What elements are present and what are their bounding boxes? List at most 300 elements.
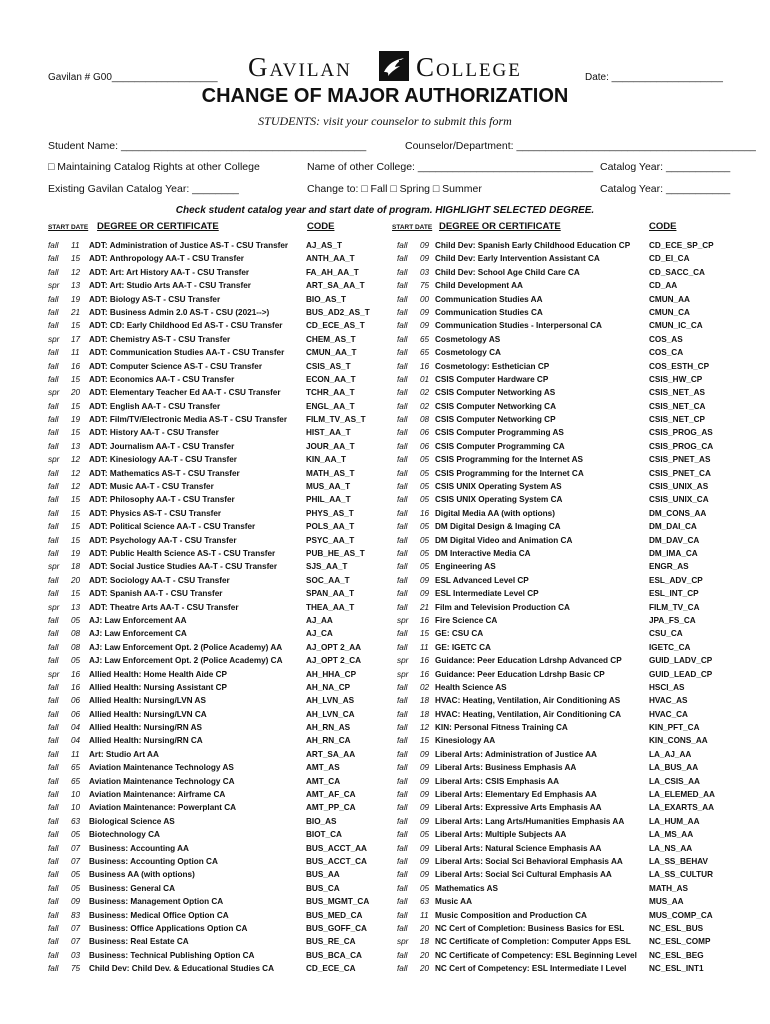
- degree-code: JOUR_AA_T: [306, 441, 355, 451]
- start-year: 15: [71, 374, 81, 384]
- start-year: 05: [71, 870, 81, 880]
- start-year: 15: [71, 508, 81, 518]
- degree-code: BUS_AA: [306, 870, 340, 880]
- degree-row[interactable]: [397, 547, 727, 560]
- start-year: 18: [420, 937, 430, 947]
- start-year: 07: [71, 937, 81, 947]
- degree-row[interactable]: [48, 386, 378, 399]
- degree-name: ADT: Chemistry AS-T - CSU Transfer: [89, 334, 231, 344]
- start-term: fall: [397, 763, 408, 773]
- start-year: 63: [420, 897, 430, 907]
- degree-code: LA_AJ_AA: [649, 749, 692, 759]
- start-year: 08: [71, 642, 81, 652]
- degree-row[interactable]: [48, 721, 378, 734]
- degree-code: CD_ECE_CA: [306, 964, 356, 974]
- degree-name: AJ: Law Enforcement Opt. 2 (Police Academy) AA: [89, 642, 283, 652]
- start-year: 15: [420, 629, 430, 639]
- degree-row[interactable]: [397, 346, 727, 359]
- degree-row[interactable]: [48, 949, 378, 962]
- degree-code: CMUN_AA: [649, 294, 690, 304]
- degree-code: DM_IMA_CA: [649, 548, 698, 558]
- start-year: 05: [420, 535, 430, 545]
- degree-row[interactable]: [48, 681, 378, 694]
- degree-code: CMUN_CA: [649, 307, 690, 317]
- degree-row[interactable]: [397, 426, 727, 439]
- degree-name: Aviation Maintenance Technology AS: [89, 763, 234, 773]
- start-year: 13: [71, 281, 81, 291]
- degree-name: DM Digital Video and Animation CA: [435, 535, 573, 545]
- degree-name: HVAC: Heating, Ventilation, Air Conditioning AS: [435, 696, 621, 706]
- degree-row[interactable]: [48, 788, 378, 801]
- instructions: Check student catalog year and start date of program. HIGHLIGHT SELECTED DEGREE.: [175, 205, 595, 216]
- degree-row[interactable]: [397, 949, 727, 962]
- start-term: fall: [397, 455, 408, 465]
- degree-name: CSIS Computer Programming CA: [435, 441, 565, 451]
- degree-name: CSIS Computer Networking CA: [435, 401, 557, 411]
- degree-row[interactable]: [397, 641, 727, 654]
- start-term: fall: [397, 495, 408, 505]
- degree-row[interactable]: [48, 346, 378, 359]
- start-year: 11: [420, 910, 429, 920]
- degree-name: Guidance: Peer Education Ldrshp Basic CP: [435, 669, 605, 679]
- degree-code: SPAN_AA_T: [306, 589, 355, 599]
- degree-code: ESL_INT_CP: [649, 589, 699, 599]
- start-term: fall: [48, 415, 59, 425]
- degree-row[interactable]: [397, 668, 727, 681]
- start-year: 19: [71, 548, 81, 558]
- degree-code: FILM_TV_AS_T: [306, 415, 366, 425]
- start-year: 03: [71, 950, 81, 960]
- degree-name: Liberal Arts: Expressive Arts Emphasis AA: [435, 803, 602, 813]
- degree-name: Cosmetology AS: [435, 334, 501, 344]
- degree-row[interactable]: [397, 507, 727, 520]
- degree-name: ADT: Art: Studio Arts AA-T - CSU Transfer: [89, 281, 251, 291]
- start-year: 13: [71, 602, 81, 612]
- degree-code: CSU_CA: [649, 629, 683, 639]
- degree-row[interactable]: [397, 587, 727, 600]
- start-term: fall: [48, 642, 59, 652]
- degree-row[interactable]: [48, 239, 378, 252]
- degree-code: LA_BUS_AA: [649, 763, 699, 773]
- degree-row[interactable]: [397, 480, 727, 493]
- start-year: 10: [71, 790, 81, 800]
- start-year: 17: [71, 334, 81, 344]
- degree-row[interactable]: [48, 360, 378, 373]
- degree-row[interactable]: [397, 882, 727, 895]
- degree-name: ESL Intermediate Level CP: [435, 589, 539, 599]
- start-term: fall: [397, 535, 408, 545]
- degree-code: AMT_AF_CA: [306, 790, 356, 800]
- degree-name: Fire Science CA: [435, 615, 498, 625]
- degree-row[interactable]: [397, 815, 727, 828]
- start-term: fall: [48, 723, 59, 733]
- start-year: 20: [420, 923, 430, 933]
- degree-name: CSIS UNIX Operating System CA: [435, 495, 563, 505]
- start-year: 15: [71, 254, 81, 264]
- degree-row[interactable]: [397, 266, 727, 279]
- degree-name: ADT: CD: Early Childhood Ed AS-T - CSU Transfer: [89, 321, 283, 331]
- degree-row[interactable]: [48, 694, 378, 707]
- degree-row[interactable]: [397, 788, 727, 801]
- degree-name: ADT: Elementary Teacher Ed AA-T - CSU Transfer: [89, 388, 281, 398]
- degree-name: Liberal Arts: Business Emphasis AA: [435, 763, 577, 773]
- start-term: fall: [397, 321, 408, 331]
- existing-catalog-year-field[interactable]: Existing Gavilan Catalog Year: ________: [48, 183, 239, 195]
- degree-code: AH_LVN_CA: [306, 709, 355, 719]
- degree-row[interactable]: [48, 614, 378, 627]
- start-year: 08: [71, 629, 81, 639]
- degree-row[interactable]: [48, 507, 378, 520]
- degree-row[interactable]: [48, 252, 378, 265]
- degree-row[interactable]: [397, 775, 727, 788]
- degree-row[interactable]: [48, 534, 378, 547]
- start-year: 09: [420, 254, 430, 264]
- start-year: 08: [420, 415, 430, 425]
- degree-code: CSIS_PROG_CA: [649, 441, 714, 451]
- degree-name: ADT: Biology AS-T - CSU Transfer: [89, 294, 221, 304]
- start-year: 09: [420, 575, 430, 585]
- degree-row[interactable]: [48, 775, 378, 788]
- degree-code: COS_AS: [649, 334, 683, 344]
- degree-row[interactable]: [48, 668, 378, 681]
- degree-row[interactable]: [48, 895, 378, 908]
- start-year: 65: [71, 776, 81, 786]
- degree-row[interactable]: [397, 748, 727, 761]
- degree-name: CSIS Computer Networking CP: [435, 415, 556, 425]
- degree-name: ADT: Art: Art History AA-T - CSU Transfer: [89, 267, 250, 277]
- start-term: fall: [48, 254, 59, 264]
- start-term: fall: [397, 897, 408, 907]
- degree-name: Allied Health: Nursing/LVN AS: [89, 696, 206, 706]
- start-term: fall: [48, 522, 59, 532]
- start-year: 04: [71, 723, 81, 733]
- degree-row[interactable]: [397, 801, 727, 814]
- degree-code: CSIS_PNET_AS: [649, 455, 711, 465]
- degree-row[interactable]: [48, 748, 378, 761]
- start-year: 18: [420, 696, 430, 706]
- degree-row[interactable]: [48, 708, 378, 721]
- degree-code: AJ_AA: [306, 615, 333, 625]
- degree-row[interactable]: [397, 400, 727, 413]
- degree-name: Child Dev: Spanish Early Childhood Education CP: [435, 241, 631, 250]
- degree-row[interactable]: [397, 962, 727, 975]
- degree-row[interactable]: [397, 721, 727, 734]
- degree-row[interactable]: [48, 440, 378, 453]
- degree-row[interactable]: [48, 560, 378, 573]
- degree-row[interactable]: [397, 935, 727, 948]
- degree-row[interactable]: [397, 828, 727, 841]
- right-start-date-header: START DATE: [392, 224, 433, 231]
- degree-row[interactable]: [48, 962, 378, 975]
- degree-name: Child Development AA: [435, 281, 523, 291]
- degree-row[interactable]: [397, 279, 727, 292]
- degree-code: ENGR_AS: [649, 562, 689, 572]
- degree-row[interactable]: [397, 708, 727, 721]
- degree-code: HIST_AA_T: [306, 428, 351, 438]
- degree-row[interactable]: [48, 627, 378, 640]
- start-year: 09: [420, 321, 430, 331]
- start-term: fall: [48, 321, 59, 331]
- degree-row[interactable]: [48, 828, 378, 841]
- degree-row[interactable]: [48, 306, 378, 319]
- start-term: fall: [397, 267, 408, 277]
- degree-row[interactable]: [48, 547, 378, 560]
- degree-code: MATH_AS_T: [306, 468, 355, 478]
- degree-row[interactable]: [48, 480, 378, 493]
- start-term: fall: [397, 602, 408, 612]
- degree-row[interactable]: [48, 801, 378, 814]
- degree-row[interactable]: [48, 574, 378, 587]
- degree-name: GE: CSU CA: [435, 629, 484, 639]
- degree-row[interactable]: [48, 279, 378, 292]
- start-term: fall: [48, 870, 59, 880]
- degree-row[interactable]: [48, 400, 378, 413]
- degree-code: CSIS_UNIX_AS: [649, 482, 709, 492]
- degree-row[interactable]: [48, 842, 378, 855]
- degree-name: Liberal Arts: Natural Science Emphasis AA: [435, 843, 602, 853]
- degree-code: BUS_GOFF_CA: [306, 923, 367, 933]
- degree-row[interactable]: [397, 614, 727, 627]
- degree-name: AJ: Law Enforcement AA: [89, 615, 187, 625]
- start-term: fall: [397, 843, 408, 853]
- start-term: fall: [397, 803, 408, 813]
- degree-row[interactable]: [397, 560, 727, 573]
- start-term: fall: [48, 843, 59, 853]
- start-year: 05: [420, 883, 430, 893]
- right-code-header: CODE: [649, 221, 677, 232]
- degree-row[interactable]: [397, 293, 727, 306]
- degree-row[interactable]: [397, 440, 727, 453]
- degree-name: ADT: Mathematics AS-T - CSU Transfer: [89, 468, 240, 478]
- degree-row[interactable]: [397, 574, 727, 587]
- start-term: fall: [397, 830, 408, 840]
- start-term: fall: [397, 696, 408, 706]
- degree-row[interactable]: [397, 842, 727, 855]
- start-term: fall: [48, 790, 59, 800]
- degree-name: ADT: Kinesiology AA-T - CSU Transfer: [89, 455, 237, 465]
- degree-row[interactable]: [48, 333, 378, 346]
- degree-row[interactable]: [48, 868, 378, 881]
- change-to-checkboxes[interactable]: Change to: □ Fall □ Spring □ Summer: [307, 183, 482, 195]
- degree-name: Film and Television Production CA: [435, 602, 570, 612]
- catalog-year-field-2[interactable]: Catalog Year: ___________: [600, 183, 731, 195]
- start-term: fall: [397, 388, 408, 398]
- degree-code: CD_EI_CA: [649, 254, 690, 264]
- start-term: fall: [48, 548, 59, 558]
- degree-row[interactable]: [48, 493, 378, 506]
- degree-name: Business: Medical Office Option CA: [89, 910, 229, 920]
- degree-name: CSIS Computer Hardware CP: [435, 374, 549, 384]
- logo-word-left: Gavilan: [248, 52, 352, 82]
- degree-code: CD_ECE_SP_CP: [649, 241, 714, 250]
- start-year: 15: [71, 495, 81, 505]
- degree-row[interactable]: [397, 493, 727, 506]
- degree-row[interactable]: [48, 293, 378, 306]
- degree-name: Cosmetology: Esthetician CP: [435, 361, 550, 371]
- degree-code: LA_HUM_AA: [649, 816, 700, 826]
- degree-row[interactable]: [397, 453, 727, 466]
- start-year: 65: [71, 763, 81, 773]
- degree-code: AH_RN_AS: [306, 723, 351, 733]
- left-degree-list: [48, 239, 378, 975]
- degree-row[interactable]: [397, 386, 727, 399]
- start-year: 07: [71, 923, 81, 933]
- start-year: 11: [420, 642, 429, 652]
- start-year: 18: [420, 709, 430, 719]
- start-year: 11: [71, 241, 80, 250]
- degree-row[interactable]: [397, 681, 727, 694]
- start-year: 07: [71, 856, 81, 866]
- degree-row[interactable]: [48, 815, 378, 828]
- start-term: fall: [48, 348, 59, 358]
- start-year: 15: [71, 401, 81, 411]
- degree-row[interactable]: [48, 935, 378, 948]
- degree-name: NC Certificate of Completion: Computer Apps ESL: [435, 937, 631, 947]
- degree-row[interactable]: [48, 761, 378, 774]
- degree-code: CD_SACC_CA: [649, 267, 705, 277]
- degree-row[interactable]: [397, 761, 727, 774]
- degree-code: AJ_OPT 2_CA: [306, 656, 362, 666]
- degree-code: COS_ESTH_CP: [649, 361, 710, 371]
- logo-word-right: College: [416, 52, 522, 82]
- degree-row[interactable]: [48, 587, 378, 600]
- degree-code: ENGL_AA_T: [306, 401, 355, 411]
- degree-row[interactable]: [397, 252, 727, 265]
- start-term: fall: [48, 910, 59, 920]
- start-term: fall: [397, 562, 408, 572]
- start-year: 16: [420, 656, 430, 666]
- degree-row[interactable]: [48, 373, 378, 386]
- degree-row[interactable]: [397, 855, 727, 868]
- start-year: 05: [420, 562, 430, 572]
- start-year: 75: [420, 281, 430, 291]
- degree-row[interactable]: [48, 467, 378, 480]
- start-term: fall: [48, 803, 59, 813]
- degree-row[interactable]: [48, 426, 378, 439]
- degree-row[interactable]: [48, 413, 378, 426]
- start-term: fall: [397, 548, 408, 558]
- degree-row[interactable]: [397, 654, 727, 667]
- degree-code: ART_SA_AA_T: [306, 281, 365, 291]
- start-year: 09: [420, 589, 430, 599]
- start-year: 05: [71, 830, 81, 840]
- date-field[interactable]: Date: ____________________: [585, 72, 723, 83]
- counselor-field[interactable]: Counselor/Department: _________________________________________: [405, 140, 756, 152]
- degree-name: Child Dev: Early Intervention Assistant CA: [435, 254, 600, 264]
- degree-row[interactable]: [48, 909, 378, 922]
- degree-code: AJ_OPT 2_AA: [306, 642, 362, 652]
- degree-row[interactable]: [397, 373, 727, 386]
- start-term: fall: [48, 575, 59, 585]
- start-term: fall: [48, 267, 59, 277]
- degree-name: NC Certificate of Competency: ESL Beginning Level: [435, 950, 637, 960]
- degree-name: Liberal Arts: Administration of Justice AA: [435, 749, 597, 759]
- start-term: fall: [397, 816, 408, 826]
- start-year: 05: [71, 656, 81, 666]
- degree-row[interactable]: [48, 654, 378, 667]
- degree-row[interactable]: [397, 319, 727, 332]
- degree-row[interactable]: [48, 855, 378, 868]
- degree-code: CSIS_UNIX_CA: [649, 495, 709, 505]
- other-college-field[interactable]: Name of other College: ______________________________: [307, 161, 594, 173]
- degree-row[interactable]: [397, 467, 727, 480]
- degree-row[interactable]: [48, 266, 378, 279]
- left-start-date-header: START DATE: [48, 224, 89, 231]
- degree-name: Liberal Arts: Social Sci Behavioral Emphasis AA: [435, 856, 623, 866]
- degree-name: NC Cert of Competency: ESL Intermediate I Level: [435, 964, 627, 974]
- degree-row[interactable]: [48, 882, 378, 895]
- degree-row[interactable]: [397, 868, 727, 881]
- start-term: spr: [48, 562, 60, 572]
- start-year: 09: [420, 749, 430, 759]
- start-year: 16: [71, 669, 81, 679]
- degree-name: ADT: Computer Science AS-T - CSU Transfer: [89, 361, 263, 371]
- start-term: fall: [397, 589, 408, 599]
- degree-row[interactable]: [397, 520, 727, 533]
- degree-row[interactable]: [397, 909, 727, 922]
- degree-name: DM Interactive Media CA: [435, 548, 531, 558]
- degree-row[interactable]: [397, 306, 727, 319]
- degree-row[interactable]: [397, 601, 727, 614]
- degree-code: KIN_CONS_AA: [649, 736, 708, 746]
- degree-row[interactable]: [397, 627, 727, 640]
- start-year: 19: [71, 294, 81, 304]
- degree-code: BUS_BCA_CA: [306, 950, 362, 960]
- start-year: 83: [71, 910, 81, 920]
- degree-row[interactable]: [397, 734, 727, 747]
- degree-row[interactable]: [397, 333, 727, 346]
- start-term: fall: [48, 468, 59, 478]
- degree-code: SOC_AA_T: [306, 575, 350, 585]
- degree-row[interactable]: [397, 694, 727, 707]
- degree-row[interactable]: [48, 734, 378, 747]
- student-name-field[interactable]: Student Name: __________________________________________: [48, 140, 367, 152]
- gavilan-number-field[interactable]: Gavilan # G00___________________: [48, 72, 218, 83]
- start-year: 15: [71, 321, 81, 331]
- start-term: spr: [48, 334, 60, 344]
- degree-name: ADT: Music AA-T - CSU Transfer: [89, 482, 214, 492]
- degree-row[interactable]: [48, 520, 378, 533]
- start-year: 09: [420, 241, 430, 250]
- degree-name: Aviation Maintenance Technology CA: [89, 776, 235, 786]
- degree-code: GUID_LADV_CP: [649, 656, 713, 666]
- degree-name: Cosmetology CA: [435, 348, 501, 358]
- start-term: fall: [397, 910, 408, 920]
- degree-row[interactable]: [48, 601, 378, 614]
- start-year: 15: [71, 535, 81, 545]
- catalog-year-field-1[interactable]: Catalog Year: ___________: [600, 161, 731, 173]
- degree-row[interactable]: [397, 360, 727, 373]
- start-term: fall: [48, 816, 59, 826]
- degree-name: ADT: Spanish AA-T - CSU Transfer: [89, 589, 223, 599]
- start-year: 12: [420, 723, 430, 733]
- degree-row[interactable]: [48, 922, 378, 935]
- degree-name: ADT: Economics AA-T - CSU Transfer: [89, 374, 235, 384]
- maintaining-checkbox[interactable]: □ Maintaining Catalog Rights at other College: [48, 161, 260, 173]
- degree-row[interactable]: [48, 319, 378, 332]
- degree-row[interactable]: [48, 641, 378, 654]
- degree-row[interactable]: [397, 413, 727, 426]
- degree-name: Allied Health: Home Health Aide CP: [89, 669, 227, 679]
- degree-row[interactable]: [397, 922, 727, 935]
- start-year: 05: [420, 830, 430, 840]
- degree-row[interactable]: [397, 239, 727, 252]
- degree-row[interactable]: [397, 534, 727, 547]
- degree-code: FILM_TV_CA: [649, 602, 700, 612]
- degree-row[interactable]: [397, 895, 727, 908]
- degree-code: NC_ESL_INT1: [649, 964, 704, 974]
- degree-row[interactable]: [48, 453, 378, 466]
